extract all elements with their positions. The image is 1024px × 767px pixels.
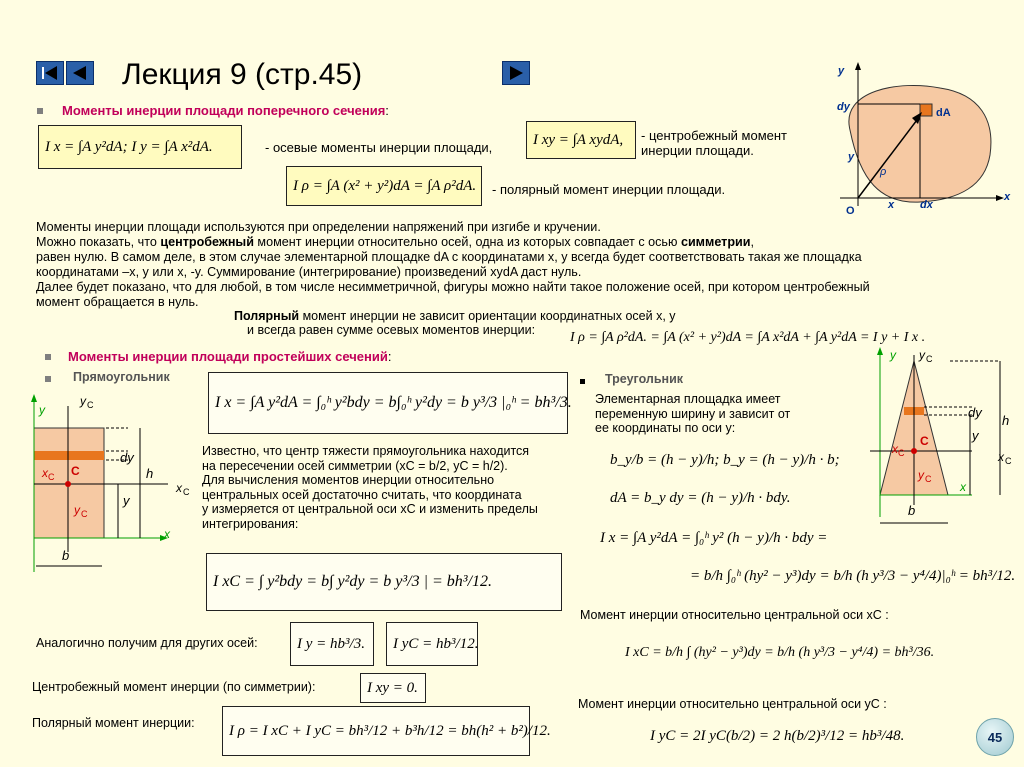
polar-moment-formula: I ρ = I xC + I yC = bh³/12 + b³h/12 = bh(h² + b²)/12. — [222, 706, 530, 756]
section2-heading: Моменты инерции площади простейших сечений: — [68, 349, 392, 364]
svg-text:y: y — [918, 468, 924, 482]
triangle-formula-ix: I x = ∫A y²dA = ∫₀ʰ y² (h − y)/h · bdy = — [600, 530, 828, 546]
svg-text:C: C — [183, 487, 190, 497]
previous-slide-button[interactable] — [66, 61, 94, 85]
svg-text:ρ: ρ — [880, 166, 887, 178]
svg-text:x: x — [888, 199, 895, 211]
svg-text:y: y — [123, 493, 130, 508]
ixy-formula: I xy = 0. — [360, 673, 426, 703]
paragraph-line-4: Далее будет показано, что для любой, в том числе несимметричной, фигуры можно найти такое положение осей, при котором центробежный — [36, 280, 870, 294]
svg-text:y: y — [919, 348, 925, 362]
rect-text-line: центральных осей достаточно считать, что координата — [202, 487, 522, 502]
svg-text:dy: dy — [120, 450, 134, 465]
triangle-text-line: ее координаты по оси y: — [595, 421, 736, 435]
svg-text:y: y — [39, 403, 45, 417]
previous-icon — [67, 62, 93, 84]
svg-text:dA: dA — [936, 107, 951, 119]
rect-text-line: Известно, что центр тяжести прямоугольника находится — [202, 444, 530, 458]
svg-text:h: h — [146, 466, 154, 481]
svg-text:C: C — [87, 400, 94, 410]
paragraph-line-2: равен нулю. В самом деле, в этом случае элементарной площадке dA с координатами x, y всегда будет соответствовать такая же площадка — [36, 250, 862, 264]
rect-text-line: Для вычисления моментов инерции относительно — [202, 473, 495, 487]
svg-text:y: y — [890, 348, 896, 362]
xc-moment-label: Момент инерции относительно центральной оси xC : — [580, 608, 889, 622]
polar-note-1: Полярный момент инерции не зависит ориентации координатных осей x, y — [234, 309, 676, 323]
paragraph-line-5: момент обращается в нуль. — [36, 295, 199, 309]
svg-text:y: y — [848, 151, 855, 163]
rect-text-line: интегрирования: — [202, 516, 299, 531]
rect-explanation — [202, 444, 582, 531]
intro-line: Моменты инерции площади используются при определении напряжений при изгибе и кручении. — [36, 220, 601, 234]
svg-text:O: O — [846, 205, 855, 217]
svg-text:C: C — [920, 434, 929, 448]
svg-text:C: C — [1005, 456, 1012, 466]
next-slide-button[interactable] — [502, 61, 530, 85]
centrifugal-formula: I xy = ∫A xydA, — [526, 121, 636, 159]
bullet-icon — [37, 108, 43, 114]
svg-text:y: y — [74, 503, 80, 517]
svg-text:x: x — [1004, 191, 1011, 203]
rectangle-diagram — [28, 392, 204, 577]
svg-text:C: C — [926, 354, 933, 364]
svg-text:y: y — [80, 394, 86, 408]
first-slide-button[interactable] — [36, 61, 64, 85]
rect-central-formula: I xC = ∫ y²bdy = b∫ y²dy = b y³/3 | = bh³/12. — [206, 553, 562, 611]
svg-text:C: C — [81, 509, 88, 519]
triangle-formula-ratio: b_y/b = (h − y)/h; b_y = (h − y)/h · b; — [610, 452, 840, 468]
polar-formula: I ρ = ∫A (x² + y²)dA = ∫A ρ²dA. — [286, 166, 482, 206]
bullet-icon — [45, 376, 51, 382]
triangle-label: Треугольник — [605, 372, 684, 386]
svg-text:h: h — [1002, 413, 1010, 428]
svg-text:dy: dy — [837, 101, 850, 113]
rect-text-line: на пересечении осей симметрии (xC = b/2, yC = h/2). — [202, 458, 508, 473]
area-diagram — [820, 60, 1020, 220]
page-title: Лекция 9 (стр.45) — [122, 58, 363, 91]
paragraph-line-1: Можно показать, что центробежный момент инерции относительно осей, одна из которых совпадает с осью симметрии, — [36, 235, 754, 249]
paragraph-line-3: координатами –x, y или x, -y. Суммирование (интегрирование) произведений xydA даст нуль. — [36, 265, 582, 279]
triangle-text-line: Элементарная площадка имеет — [595, 392, 781, 406]
svg-text:C: C — [898, 448, 905, 458]
triangle-formula-ix-result: = b/h ∫₀ʰ (hy² − y³)dy = b/h (h y³/3 − y⁴/4)|₀ʰ = bh³/12. — [690, 568, 1016, 584]
svg-text:x: x — [960, 480, 966, 494]
centrifugal-label: - центробежный момент инерции площади. — [641, 128, 788, 158]
first-slide-icon — [37, 62, 63, 84]
svg-text:x: x — [176, 481, 182, 495]
next-icon — [503, 62, 529, 84]
svg-text:C: C — [48, 472, 55, 482]
xc-moment-formula: I xC = b/h ∫ (hy² − y³)dy = b/h (h y³/3 − y⁴/4) = bh³/36. — [625, 645, 935, 660]
yc-moment-formula: I yC = 2I yC(b/2) = 2 h(b/2)³/12 = hb³/48. — [650, 728, 905, 744]
polar-note-2: и всегда равен сумме осевых моментов инерции: — [247, 323, 536, 337]
axial-formula: I x = ∫A y²dA; I y = ∫A x²dA. — [38, 125, 242, 169]
svg-text:C: C — [925, 474, 932, 484]
iy-formula: I y = hb³/3. — [290, 622, 374, 666]
svg-text:x: x — [998, 450, 1004, 464]
polar-label: - полярный момент инерции площади. — [492, 182, 726, 197]
rectangle-label: Прямоугольник — [73, 370, 170, 384]
svg-text:y: y — [972, 428, 979, 443]
svg-text:y: y — [838, 65, 845, 77]
section1-heading: Моменты инерции площади поперечного сечения: — [62, 103, 389, 118]
bullet-icon — [45, 354, 51, 360]
centrifugal-symmetry-label: Центробежный момент инерции (по симметрии): — [32, 680, 316, 694]
yc-moment-label: Момент инерции относительно центральной оси yC : — [578, 697, 887, 711]
rect-formula: I x = ∫A y²dA = ∫₀ʰ y²bdy = b∫₀ʰ y²dy = b y³/3 |₀ʰ = bh³/3. — [208, 372, 568, 434]
svg-text:x: x — [892, 442, 898, 456]
polar-moment-label: Полярный момент инерции: — [32, 716, 195, 730]
triangle-formula-da: dA = b_y dy = (h − y)/h · bdy. — [610, 490, 791, 506]
svg-text:dx: dx — [920, 199, 933, 211]
bullet-icon — [580, 379, 585, 384]
iyc-formula: I yC = hb³/12. — [386, 622, 478, 666]
polar-sum-formula: I ρ = ∫A ρ²dA. = ∫A (x² + y²)dA = ∫A x²dA + ∫A y²dA = I y + I x . — [570, 330, 926, 345]
triangle-explanation — [595, 392, 835, 436]
svg-text:x: x — [42, 466, 48, 480]
svg-text:b: b — [62, 548, 70, 563]
svg-text:C: C — [71, 464, 80, 478]
rect-text-line: y измеряется от центральной оси xC и изменить пределы — [202, 502, 538, 516]
svg-text:b: b — [908, 503, 916, 518]
analog-label: Аналогично получим для других осей: — [36, 636, 258, 650]
page-number-badge: 45 — [976, 718, 1014, 756]
svg-text:x: x — [164, 527, 170, 541]
triangle-text-line: переменную ширину и зависит от — [595, 406, 791, 421]
axial-label: - осевые моменты инерции площади, — [265, 140, 493, 155]
svg-text:dy: dy — [968, 405, 982, 420]
triangle-diagram — [860, 345, 1024, 530]
